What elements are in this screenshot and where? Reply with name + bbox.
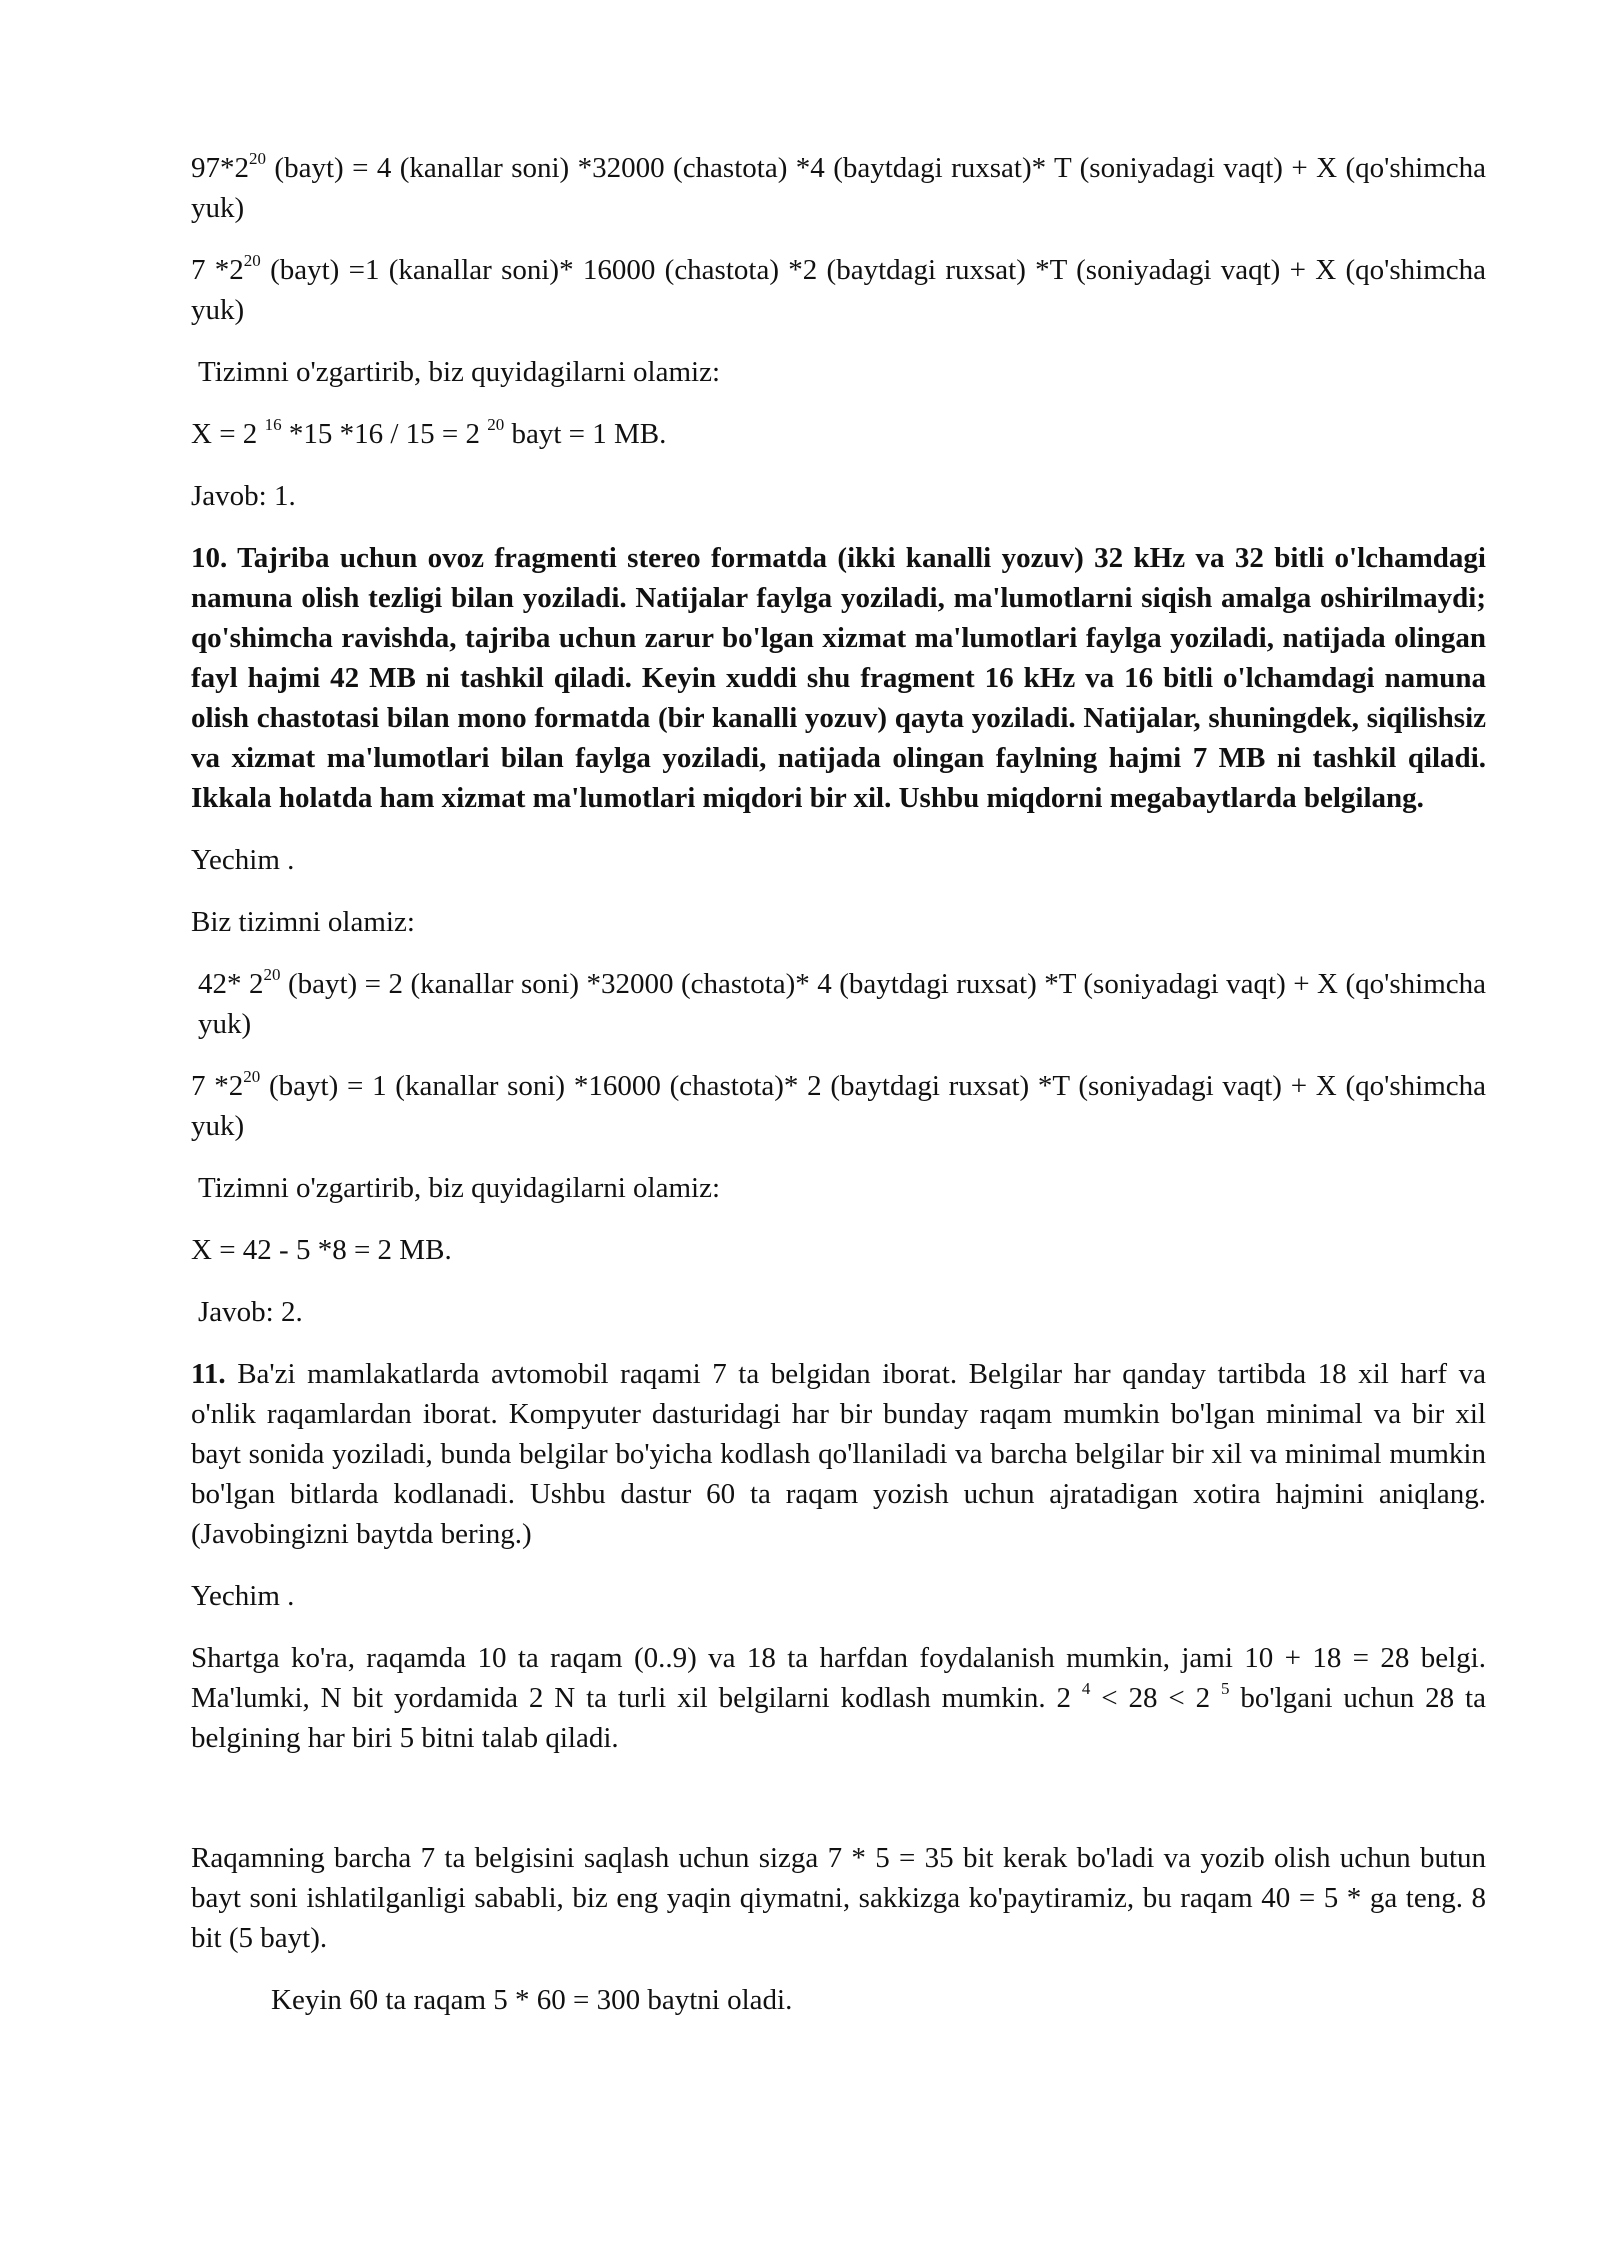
equation-paragraph-3	[191, 964, 1486, 1044]
exponent: 20	[249, 149, 266, 168]
problem-number: 11.	[191, 1358, 226, 1390]
answer-2: Javob: 2.	[198, 1296, 303, 1328]
equation-text: bayt = 1 MB.	[504, 418, 667, 450]
solution-paragraph: Raqamning barcha 7 ta belgisini saqlash uchun sizga 7 * 5 = 35 bit kerak bo'ladi va yozib olish uchun butun bayt soni ishlatilganligi sababli, biz eng yaqin qiymatni, sakkizga ko'paytiramiz, bu raqam 40 = 5 * ga teng. 8 bit (5 bayt).	[191, 1842, 1486, 1954]
equation-text: (bayt) = 4 (kanallar soni) *32000 (chastota) *4 (baytdagi ruxsat)* T (soniyadagi vaqt) + X (qo'shimcha yuk)	[191, 152, 1486, 224]
exponent: 20	[487, 415, 505, 434]
equation-paragraph-2	[191, 250, 1486, 330]
equation-paragraph-1	[191, 148, 1486, 228]
equation-text: (bayt) = 1 (kanallar soni) *16000 (chastota)* 2 (baytdagi ruxsat) *T (soniyadagi vaqt) + X (qo'shimcha yuk)	[191, 1070, 1487, 1142]
final-answer: Keyin 60 ta raqam 5 * 60 = 300 baytni oladi.	[271, 1984, 793, 2016]
solution-text: Shartga ko'ra, raqamda 10 ta raqam (0..9) va 18 ta harfdan foydalanish mumkin, jami 10 + 18 = 28 belgi. Ma'lumki, N bit yordamida 2 N ta turli xil belgilarni kodlash mumkin. 2	[191, 1642, 1486, 1714]
equation-text: 97*2	[191, 152, 249, 184]
equation-text: 7 *2	[191, 1070, 244, 1102]
solution-text: bo'lgani uchun 28 ta belgining har biri 5 bitni talab qiladi.	[191, 1682, 1486, 1754]
equation-text: (bayt) =1 (kanallar soni)* 16000 (chastota) *2 (baytdagi ruxsat) *T (soniyadagi vaqt) + X (qo'shimcha yuk)	[191, 254, 1487, 326]
solution-paragraph	[191, 1638, 1486, 1758]
system-intro: Biz tizimni olamiz:	[191, 906, 415, 938]
blank-space	[191, 1780, 1486, 1838]
result-equation	[191, 414, 1486, 454]
exponent: 16	[264, 415, 282, 434]
exponent: 5	[1220, 1679, 1230, 1698]
problem-11-statement	[191, 1354, 1486, 1554]
exponent: 20	[243, 1067, 261, 1086]
exponent: 20	[243, 251, 261, 270]
answer-1: Javob: 1.	[191, 480, 296, 512]
result-equation: X = 42 - 5 *8 = 2 MB.	[191, 1234, 452, 1266]
exponent: 4	[1081, 1679, 1091, 1698]
transform-note: Tizimni o'zgartirib, biz quyidagilarni olamiz:	[198, 356, 721, 388]
solution-heading: Yechim .	[191, 1580, 295, 1612]
transform-note: Tizimni o'zgartirib, biz quyidagilarni olamiz:	[198, 1172, 721, 1204]
equation-text: 7 *2	[191, 254, 244, 286]
problem-text: Ba'zi mamlakatlarda avtomobil raqami 7 ta belgidan iborat. Belgilar har qanday tartibda 18 xil harf va o'nlik raqamlardan iborat. Kompyuter dasturidagi har bir bunday raqam mumkin bo'lgan minimal va bir xil bayt sonida yoziladi, bunda belgilar bo'yicha kodlash qo'llaniladi va barcha belgilar bir xil va minimal mumkin bo'lgan bitlarda kodlanadi. Ushbu dastur 60 ta raqam yozish uchun ajratadigan xotira hajmini aniqlang. (Javobingizni baytda bering.)	[191, 1358, 1486, 1550]
solution-heading: Yechim .	[191, 844, 295, 876]
equation-text: X = 2	[191, 418, 265, 450]
equation-paragraph-4	[191, 1066, 1486, 1146]
exponent: 20	[263, 965, 281, 984]
equation-text: (bayt) = 2 (kanallar soni) *32000 (chastota)* 4 (baytdagi ruxsat) *T (soniyadagi vaqt) + X (qo'shimcha yuk)	[198, 968, 1487, 1040]
solution-text: < 28 < 2	[1090, 1682, 1221, 1714]
document-page	[191, 148, 1486, 2042]
equation-text: *15 *16 / 15 = 2	[281, 418, 488, 450]
equation-text: 42* 2	[198, 968, 264, 1000]
problem-10-statement: 10. Tajriba uchun ovoz fragmenti stereo formatda (ikki kanalli yozuv) 32 kHz va 32 bitli o'lchamdagi namuna olish tezligi bilan yoziladi. Natijalar faylga yoziladi, ma'lumotlarni siqish amalga oshirilmaydi; qo'shimcha ravishda, tajriba uchun zarur bo'lgan xizmat ma'lumotlari faylga yoziladi, natijada olingan fayl hajmi 42 MB ni tashkil qiladi. Keyin xuddi shu fragment 16 kHz va 16 bitli o'lchamdagi namuna olish chastotasi bilan mono formatda (bir kanalli yozuv) qayta yoziladi. Natijalar, shuningdek, siqilishsiz va xizmat ma'lumotlari bilan faylga yoziladi, natijada olingan faylning hajmi 7 MB ni tashkil qiladi. Ikkala holatda ham xizmat ma'lumotlari miqdori bir xil. Ushbu miqdorni megabaytlarda belgilang.	[191, 542, 1486, 814]
